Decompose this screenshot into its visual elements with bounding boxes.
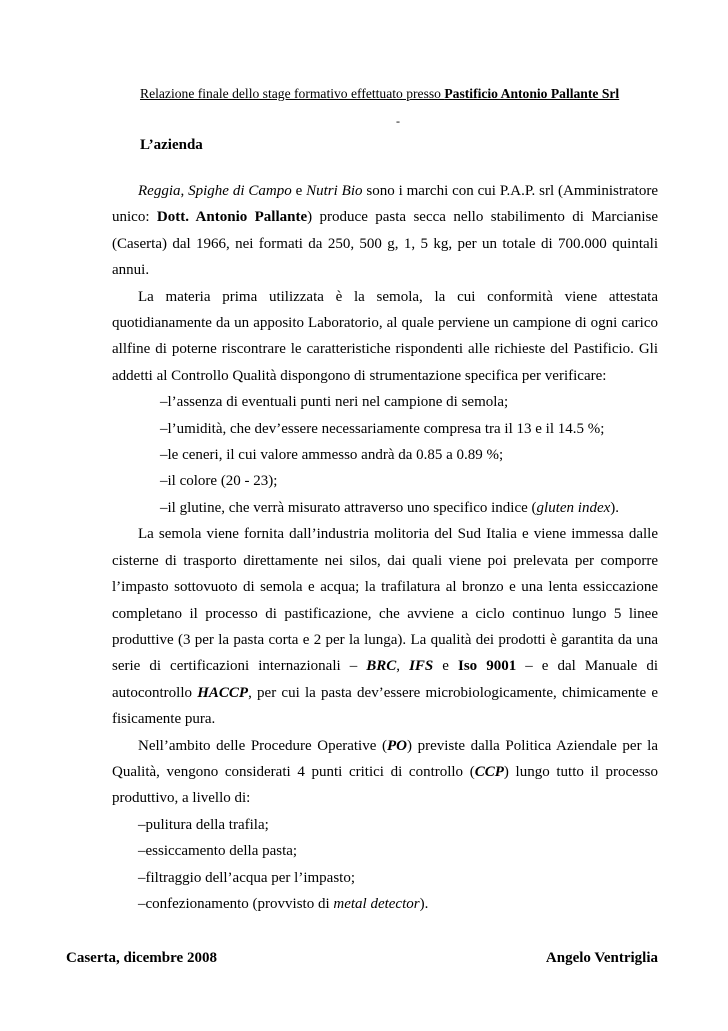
text: e xyxy=(433,658,458,675)
haccp: HACCP xyxy=(197,684,249,701)
abbr-po: PO xyxy=(386,737,407,754)
brand-reggia: Reggia xyxy=(138,183,181,199)
term-metal-detector: metal detector xyxy=(333,895,420,912)
text: –il glutine, che verrà misurato attraverso uno specifico indice ( xyxy=(160,499,537,516)
text: , xyxy=(396,658,410,675)
footer-author: Angelo Ventriglia xyxy=(545,950,658,966)
text: ) previste dalla Politica Aziendale per la Qualità, vengono considerati 4 punti critici di controllo ( xyxy=(112,737,658,780)
list-item: –filtraggio dell’acqua per l’impasto; xyxy=(138,869,356,886)
text: – e dal Manuale di autocontrollo xyxy=(112,658,659,701)
brand-spighe: Spighe di Campo xyxy=(188,183,292,199)
text: e xyxy=(291,183,307,199)
page-footer xyxy=(66,950,658,967)
text: , xyxy=(180,183,189,199)
text: ) produce pasta secca nello stabilimento di Marcianise (Caserta) dal 1966, nei formati da 250, 500 g, 1, 5 kg, per un totale di 700.000 quintali annui. xyxy=(112,209,658,279)
list-item: –pulitura della trafila; xyxy=(138,816,269,833)
list-item xyxy=(112,495,658,521)
text: sono i marchi con cui P.A.P. srl (Amministratore unico: xyxy=(112,183,658,226)
control-points-list xyxy=(112,812,658,918)
list-item: –le ceneri, il cui valore ammesso andrà da 0.85 a 0.89 %; xyxy=(160,447,504,464)
list-item: –l’assenza di eventuali punti neri nel campione di semola; xyxy=(160,394,509,411)
paragraph-3 xyxy=(112,521,658,732)
cert-iso: Iso 9001 xyxy=(457,658,517,675)
list-item xyxy=(112,891,658,917)
quality-checks-list xyxy=(112,389,658,521)
page-header xyxy=(140,86,660,102)
paragraph-4 xyxy=(112,733,658,812)
text: ) lungo tutto il processo produttivo, a livello di: xyxy=(112,763,658,807)
section-title: L’azienda xyxy=(140,137,203,153)
text: –confezionamento (provvisto di xyxy=(138,895,334,912)
brand-nutribio: Nutri Bio xyxy=(306,183,363,199)
term-gluten-index: gluten index xyxy=(536,499,611,516)
cert-brc: BRC xyxy=(366,658,397,675)
list-item: –essiccamento della pasta; xyxy=(138,843,298,860)
footer-place-date: Caserta, dicembre 2008 xyxy=(66,950,217,966)
cert-ifs: IFS xyxy=(409,658,434,675)
text: ). xyxy=(610,499,620,516)
admin-name: Dott. Antonio Pallante xyxy=(156,209,308,226)
paragraph-2: La materia prima utilizzata è la semola, la cui conformità viene attestata quotidianamente da un apposito Laboratorio, al quale perviene un campione di ogni carico allfine di poterne riscontrare le caratteristiche rispondenti alle richieste del Pastificio. Gli addetti al Controllo Qualità dispongono di strumentazione specifica per verificare: xyxy=(112,288,658,384)
list-item: –l’umidità, che dev’essere necessariamente compresa tra il 13 e il 14.5 %; xyxy=(160,420,605,437)
header-company: Pastificio Antonio Pallante Srl xyxy=(444,86,620,101)
text: Nell’ambito delle Procedure Operative ( xyxy=(138,737,387,754)
header-prefix: Relazione finale dello stage formativo effettuato presso xyxy=(140,86,445,101)
text: ). xyxy=(419,895,429,912)
document-body xyxy=(112,178,658,917)
list-item: –il colore (20 - 23); xyxy=(160,473,278,490)
abbr-ccp: CCP xyxy=(474,763,504,780)
text: La semola viene fornita dall’industria molitoria del Sud Italia e viene immessa dalle cisterne di trasporto direttamente nei silos, dai quali viene poi prelevata per comporre l’impasto sottovuoto di semola e acqua; la trafilatura al bronzo e una lenta essiccazione completano il processo di pastificazione, che avviene a ciclo continuo lungo 5 linee produttive (3 per la pasta corta e 2 per la lunga). La qualità dei prodotti è garantita da una serie di certificazioni internazionali – xyxy=(112,526,658,675)
text: , per cui la pasta dev’essere microbiologicamente, chimicamente e fisicamente pura. xyxy=(112,684,658,728)
header-dash: - xyxy=(396,114,400,128)
paragraph-1 xyxy=(112,178,658,284)
